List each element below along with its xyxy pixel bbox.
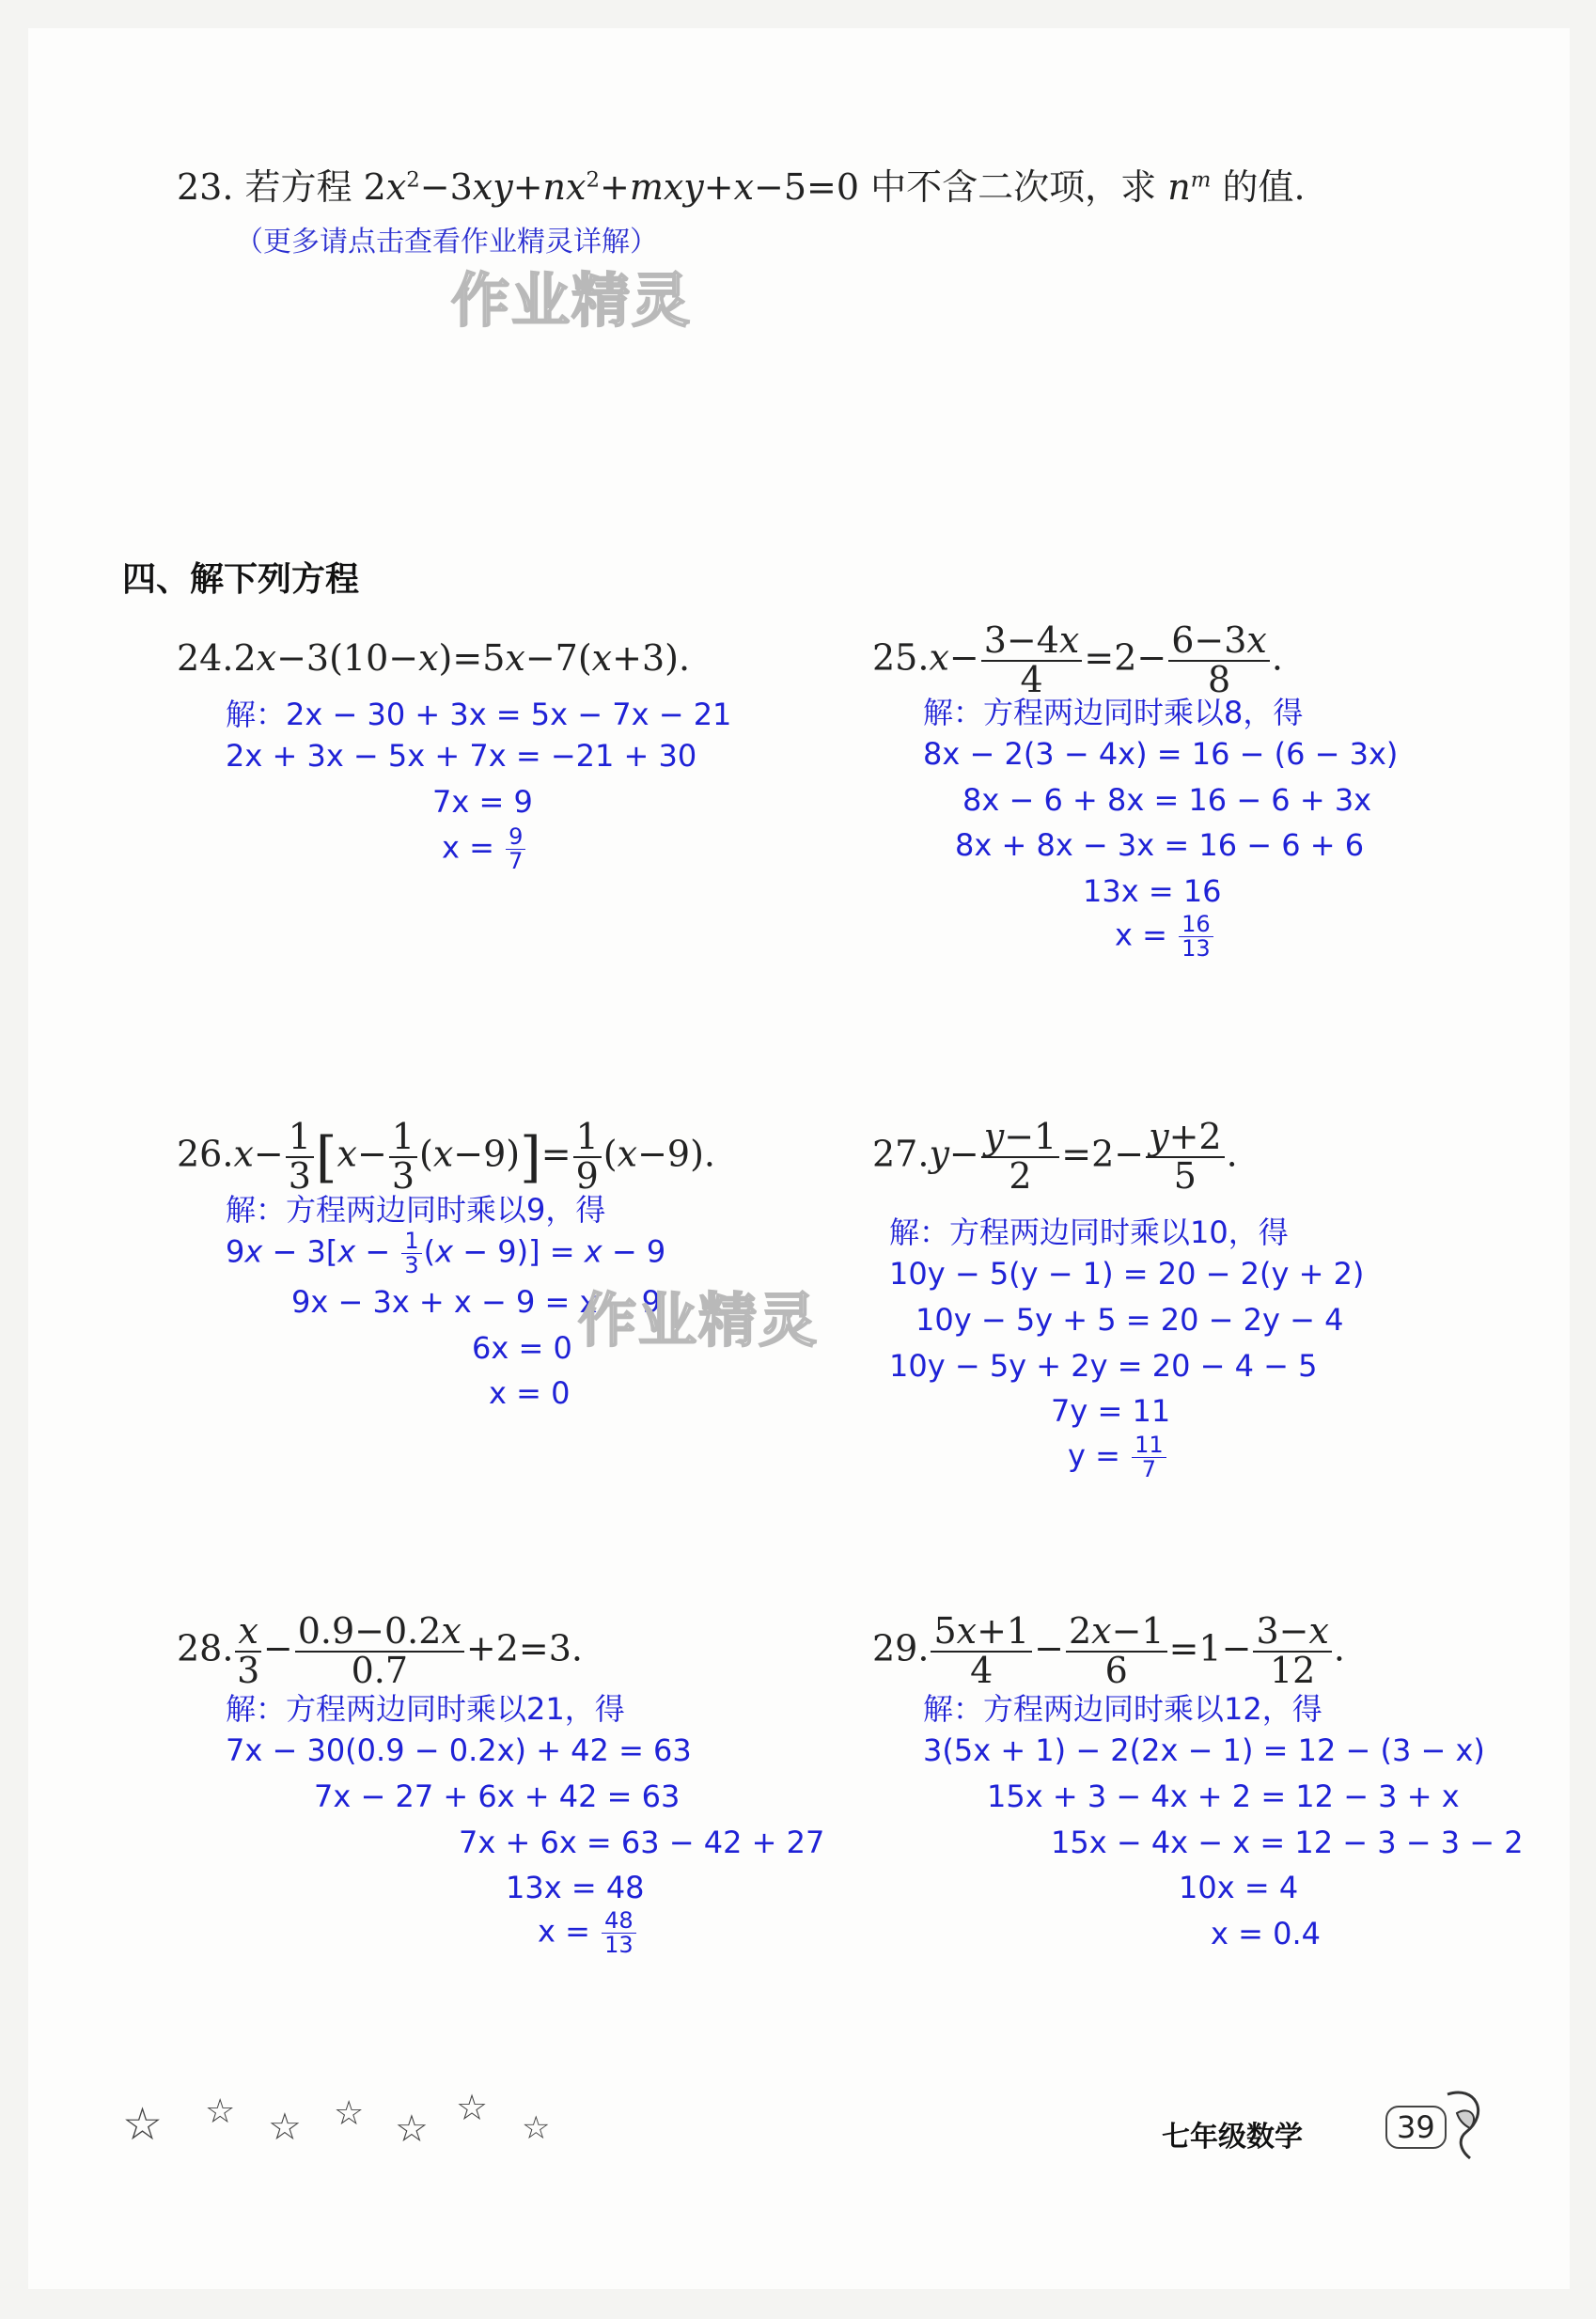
answer-fraction [602,1909,636,1957]
solution-line: 8x + 8x − 3x = 16 − 6 + 6 [955,827,1365,863]
solution-line: 2x + 3x − 5x + 7x = −21 + 30 [226,738,697,774]
question-number: 29. [872,1627,930,1669]
star-icon: ☆ [205,2092,236,2131]
solution-answer [538,1909,638,1957]
solution-line: 7y = 11 [1051,1393,1171,1429]
question-24: 24.2x−3(10−x)=5x−7(x+3). [177,637,691,679]
solution-answer [442,825,527,873]
question-number: 25. [872,636,930,679]
question-27: 27.y− $\frac{y-1}{2}$ =2− $\frac{y+2}{5}$ . [872,1116,1238,1197]
solution-line: 解：方程两边同时乘以10，得 [889,1214,1289,1250]
star-icon: ☆ [334,2094,365,2133]
numerator: 16 [1179,913,1213,937]
question-23: 23. 若方程 $2x^2-3xy+nx^2+mxy+x-5=0$ 中不含二次项，求 $n^m$ 的值. [177,166,1306,208]
denominator: 7 [1141,1456,1156,1483]
answer-lhs: x = [538,1913,590,1950]
solution-line: x = 0.4 [1211,1916,1321,1951]
question-26: 26.x− $\frac{1}{3}$ [x− $\frac{1}{3}$ (x−9)]= $\frac{1}{9}$ (x−9). [177,1116,715,1197]
solution-line: 10x = 4 [1179,1870,1299,1905]
solution-line: 13x = 16 [1083,873,1222,909]
leaf-icon [1438,2085,1491,2164]
star-icon: ☆ [522,2109,551,2147]
question-text: 的值. [1222,166,1306,208]
answer-lhs: y = [1068,1437,1120,1474]
solution-line: 7x + 6x = 63 − 42 + 27 [459,1825,825,1860]
numerator: 11 [1132,1434,1166,1458]
solution-answer [1068,1434,1168,1481]
question-number: 26. [177,1133,234,1175]
solution-line: 解：方程两边同时乘以8，得 [923,695,1304,730]
solution-answer [1115,913,1215,961]
star-icon: ☆ [122,2098,164,2151]
detail-link[interactable]: （更多请点击查看作业精灵详解） [235,226,658,259]
solution-line: 8x − 2(3 − 4x) = 16 − (6 − 3x) [923,736,1399,772]
question-number: 27. [872,1133,930,1175]
question-28: 28. $\frac{x}{3}$ − $\frac{0.9-0.2x}{0.7}$ +2=3. [177,1610,583,1691]
solution-line: 15x + 3 − 4x + 2 = 12 − 3 + x [987,1778,1460,1814]
solution-line: 解：方程两边同时乘以21，得 [226,1691,625,1727]
solution-line: 15x − 4x − x = 12 − 3 − 3 − 2 [1051,1825,1524,1860]
solution-line: 10y − 5(y − 1) = 20 − 2(y + 2) [889,1256,1365,1292]
question-number: 24. [177,637,234,679]
question-text: 中不含二次项，求 [870,166,1157,208]
solution-line: 13x = 48 [506,1870,645,1905]
question-25: 25.x− $\frac{3-4x}{4}$ =2− $\frac{6-3x}{8}$ . [872,619,1283,700]
answer-lhs: x = [442,829,494,866]
solution-line: 7x − 27 + 6x + 42 = 63 [314,1778,681,1814]
solution-line: x = 0 [489,1375,571,1411]
star-icon: ☆ [456,2087,489,2128]
star-icon: ☆ [395,2107,429,2151]
solution-line: 解：方程两边同时乘以12，得 [923,1691,1322,1727]
watermark: 作业精灵 [578,1286,820,1355]
denominator: 7 [509,848,524,875]
section-heading: 四、解下列方程 [122,560,360,599]
solution-line: 解：2x − 30 + 3x = 5x − 7x − 21 [226,697,732,732]
denominator: 13 [1181,935,1211,963]
question-text: 若方程 [244,166,352,208]
question-number: 28. [177,1627,234,1669]
solution-line: 9x − 3x + x − 9 = x − 9 [291,1284,661,1320]
page-number: 39 [1385,2106,1447,2149]
solution-line: 9x − 3[x − $\frac{1}{3}$ (x − 9)] = x − 9 [226,1228,666,1279]
footer-title: 七年级数学 [1162,2121,1303,2154]
solution-line: 6x = 0 [472,1330,572,1366]
answer-fraction [1132,1434,1166,1481]
numerator: 9 [506,825,525,850]
solution-line: 3(5x + 1) − 2(2x − 1) = 12 − (3 − x) [923,1732,1485,1768]
denominator: 13 [604,1932,634,1959]
answer-fraction [506,825,525,873]
star-icon: ☆ [268,2106,302,2149]
solution-line: 10y − 5y + 5 = 20 − 2y − 4 [915,1302,1344,1338]
answer-lhs: x = [1115,917,1167,953]
question-29: 29. $\frac{5x+1}{4}$ − $\frac{2x-1}{6}$ =1− $\frac{3-x}{12}$ . [872,1610,1346,1691]
answer-fraction [1179,913,1213,961]
solution-line: 8x − 6 + 8x = 16 − 6 + 3x [962,782,1372,818]
solution-line: 10y − 5y + 2y = 20 − 4 − 5 [889,1348,1318,1384]
solution-line: 解：方程两边同时乘以9，得 [226,1192,606,1228]
watermark: 作业精灵 [451,266,693,335]
numerator: 48 [602,1909,636,1934]
solution-line: 7x − 30(0.9 − 0.2x) + 42 = 63 [226,1732,692,1768]
question-number: 23. [177,166,234,208]
solution-line: 7x = 9 [432,784,533,820]
